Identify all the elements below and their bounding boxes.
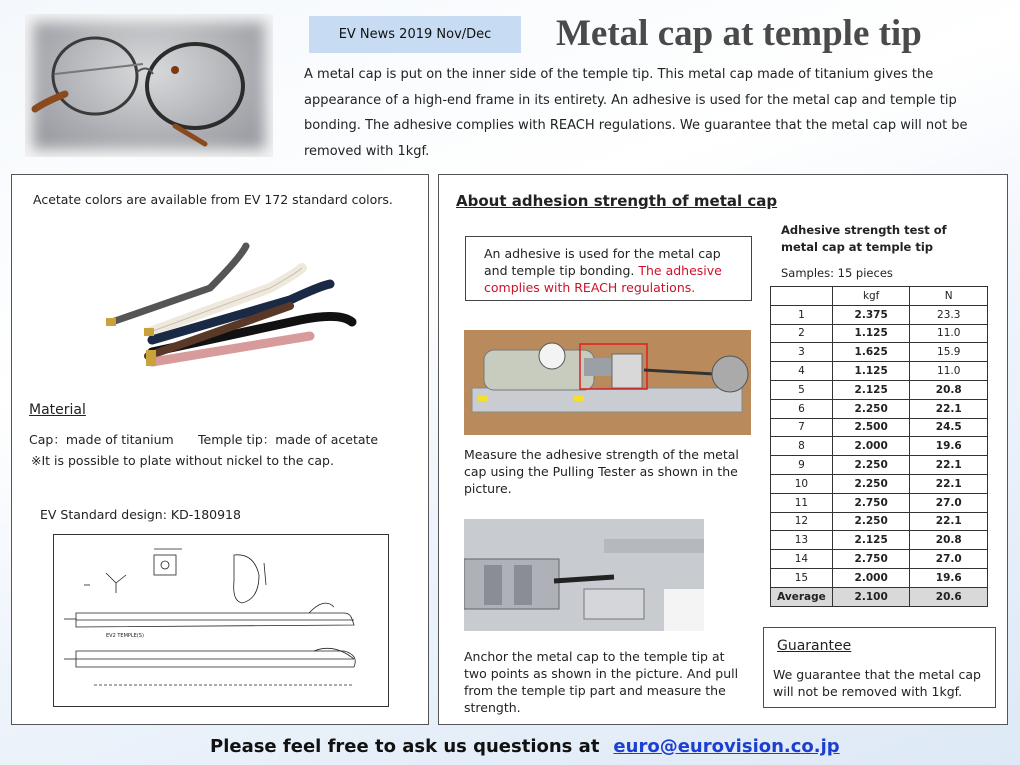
sample-number: 12 — [771, 512, 833, 531]
newton-value: 27.0 — [910, 550, 988, 569]
contact-footer — [210, 736, 850, 757]
newton-value: 22.1 — [910, 474, 988, 493]
reach-compliance-text: The adhesive complies with REACH regulations. — [484, 263, 722, 295]
table-row — [771, 305, 988, 324]
kgf-value: 2.125 — [832, 380, 910, 399]
sample-number: 5 — [771, 380, 833, 399]
table-row — [771, 512, 988, 531]
acetate-colors-note: Acetate colors are available from EV 172 standard colors. — [33, 192, 393, 207]
newton-value: 22.1 — [910, 512, 988, 531]
kgf-value: 1.125 — [832, 324, 910, 343]
material-heading: Material — [29, 402, 86, 418]
average-newton: 20.6 — [910, 587, 988, 606]
sample-number: 8 — [771, 437, 833, 456]
kgf-value: 2.250 — [832, 512, 910, 531]
kgf-value: 2.750 — [832, 493, 910, 512]
table-row — [771, 493, 988, 512]
plating-note: ※It is possible to plate without nickel to the cap. — [31, 453, 334, 468]
sample-number: 3 — [771, 343, 833, 362]
table-row — [771, 550, 988, 569]
strength-test-title: Adhesive strength test of metal cap at temple tip — [781, 223, 947, 254]
sample-number: 15 — [771, 568, 833, 587]
intro-paragraph: A metal cap is put on the inner side of the temple tip. This metal cap made of titanium gives the appearance of a high-end frame in its entirety. An adhesive is used for the metal cap and temple tip bonding. The adhesive complies with REACH regulations. We guarantee that the metal cap will not be removed with 1kgf. — [304, 67, 968, 159]
kgf-value: 2.750 — [832, 550, 910, 569]
material-temple-tip: Temple tip：made of acetate — [198, 432, 379, 447]
kgf-value: 2.000 — [832, 437, 910, 456]
kgf-value: 2.500 — [832, 418, 910, 437]
anchor-description: Anchor the metal cap to the temple tip at two points as shown in the picture. And pull from the temple tip part and measure the strength. — [464, 649, 739, 715]
sample-number: 13 — [771, 531, 833, 550]
adhesive-box-text: An adhesive is used for the metal cap and temple tip bonding. — [484, 246, 721, 278]
contact-email-link[interactable]: euro@eurovision.co.jp — [613, 736, 840, 757]
newton-value: 24.5 — [910, 418, 988, 437]
average-row — [771, 587, 988, 606]
sample-number: 2 — [771, 324, 833, 343]
samples-count: Samples: 15 pieces — [781, 266, 893, 280]
table-row — [771, 531, 988, 550]
glasses-photo — [25, 14, 273, 157]
newton-value: 11.0 — [910, 362, 988, 381]
technical-drawing — [53, 534, 389, 707]
kgf-value: 2.250 — [832, 474, 910, 493]
table-row — [771, 568, 988, 587]
table-row — [771, 418, 988, 437]
table-row — [771, 456, 988, 475]
kgf-value: 2.250 — [832, 399, 910, 418]
kgf-value: 2.375 — [832, 305, 910, 324]
table-row — [771, 324, 988, 343]
kgf-value: 1.625 — [832, 343, 910, 362]
table-row — [771, 474, 988, 493]
newton-value: 23.3 — [910, 305, 988, 324]
newton-value: 22.1 — [910, 456, 988, 475]
measure-description: Measure the adhesive strength of the metal cap using the Pulling Tester as shown in the picture. — [464, 447, 739, 496]
guarantee-text: We guarantee that the metal cap will not be removed with 1kgf. — [773, 667, 981, 699]
table-row — [771, 437, 988, 456]
guarantee-heading: Guarantee — [777, 638, 852, 654]
adhesion-heading: About adhesion strength of metal cap — [456, 192, 778, 210]
table-row — [771, 399, 988, 418]
table-row — [771, 380, 988, 399]
page-title: Metal cap at temple tip — [556, 13, 922, 54]
sample-number: 7 — [771, 418, 833, 437]
average-kgf: 2.100 — [832, 587, 910, 606]
newton-value: 15.9 — [910, 343, 988, 362]
kgf-value: 1.125 — [832, 362, 910, 381]
table-row — [771, 362, 988, 381]
sample-number: 6 — [771, 399, 833, 418]
sample-number: 1 — [771, 305, 833, 324]
sample-number: 11 — [771, 493, 833, 512]
kgf-value: 2.125 — [832, 531, 910, 550]
kgf-value: 2.250 — [832, 456, 910, 475]
column-header-newton: N — [910, 287, 988, 306]
guarantee-box — [763, 627, 996, 708]
newton-value: 27.0 — [910, 493, 988, 512]
pulling-tester-photo — [464, 330, 751, 435]
sample-number: 14 — [771, 550, 833, 569]
table-header-row — [771, 287, 988, 306]
drawing-annotation: EV2 TEMPLE(S) — [106, 633, 144, 639]
temple-tips-photo — [90, 228, 370, 378]
material-cap: Cap：made of titanium — [29, 432, 174, 447]
standard-design-label: EV Standard design: KD-180918 — [40, 507, 241, 522]
column-header-kgf: kgf — [832, 287, 910, 306]
newton-value: 11.0 — [910, 324, 988, 343]
sample-number: 10 — [771, 474, 833, 493]
kgf-value: 2.000 — [832, 568, 910, 587]
average-label: Average — [771, 587, 833, 606]
newton-value: 19.6 — [910, 568, 988, 587]
newton-value: 20.8 — [910, 380, 988, 399]
sample-number: 9 — [771, 456, 833, 475]
newton-value: 22.1 — [910, 399, 988, 418]
cap-anchoring-photo — [464, 519, 704, 631]
strength-results-table — [770, 286, 988, 607]
news-issue-badge: EV News 2019 Nov/Dec — [309, 16, 521, 53]
table-row — [771, 343, 988, 362]
adhesive-info-box — [465, 236, 752, 301]
newton-value: 20.8 — [910, 531, 988, 550]
column-header — [771, 287, 833, 306]
contact-prompt: Please feel free to ask us questions at — [210, 736, 600, 757]
sample-number: 4 — [771, 362, 833, 381]
newton-value: 19.6 — [910, 437, 988, 456]
